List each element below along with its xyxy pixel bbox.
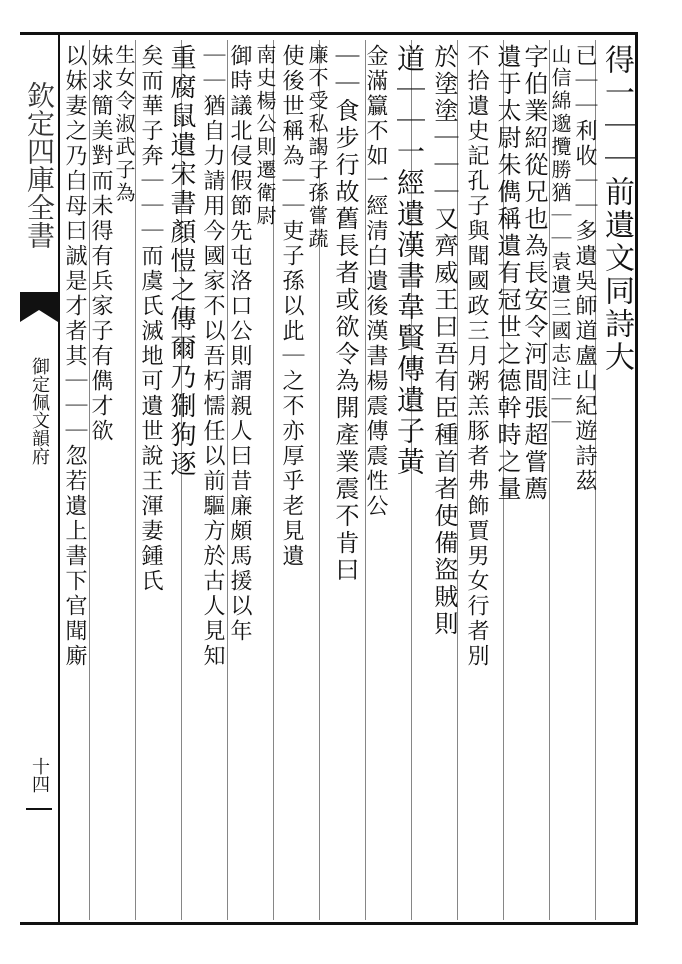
text-column-18: 生女令淑武子為 <box>112 44 136 205</box>
text-column-14: 御時議北侵假節先屯洛口公則謂親人曰昔廉頗馬援以年 <box>227 44 252 644</box>
text-column-15: ｜｜猶自力請用今國家不以吾朽懦任以前驅方於古人見知 <box>200 44 225 669</box>
text-column-4: 字伯業紹從兄也為長安令河間張超嘗薦 <box>520 44 548 503</box>
text-column-16: 重腐鼠遺宋書顏愷之傳爾乃猘狗逐 <box>166 44 196 479</box>
text-column-11: 廉不受私謁子孫嘗蔬 <box>305 44 329 251</box>
text-column-5: 遺于太尉朱儁稱遺有冠世之德幹時之量 <box>493 44 521 503</box>
margin-collection-title: 欽定四庫全書 <box>23 80 56 249</box>
frame-bottom-border <box>20 922 638 925</box>
fold-line <box>58 32 60 925</box>
text-column-10: ｜｜食步行故舊長者或欲令為開產業震不肯曰 <box>331 44 359 584</box>
text-column-8: 道｜｜一經遺漢書韋賢傳遺子黃 <box>393 44 426 478</box>
text-column-12: 使後世稱為｜｜吏子孫以此｜之不亦厚乎老見遺 <box>279 44 304 569</box>
text-column-6: 不拾遺史記孔子與聞國政三月粥羔豚者弗飾賈男女行者別 <box>464 44 489 669</box>
text-column-2: 已｜｜利收｜｜多遺吳師道盧山紀遊詩茲 <box>572 44 597 494</box>
fish-tail-mark <box>20 292 58 322</box>
margin-book-title: 御定佩文韻府 <box>29 357 50 465</box>
text-column-19: 妹求簡美對而未得有兵家子有儁才欲 <box>88 44 113 444</box>
text-column-13: 南史楊公則遷衛尉 <box>253 44 277 228</box>
margin-rule <box>26 808 52 810</box>
text-column-1: 得一｜｜前遺文同詩大 <box>599 44 634 374</box>
margin-page-number: 十四 <box>29 757 50 793</box>
text-column-20: 以妹妻之乃白母曰誠是才者其｜｜｜忽若遺上書下官聞廝 <box>62 44 87 669</box>
text-column-3: 山信綿邈攬勝猶｜｜袁遺三國志注｜｜ <box>548 44 572 435</box>
frame-right-border <box>635 32 638 925</box>
text-column-9: 金滿籯不如一經清白遺後漢書楊震傳震性公 <box>363 44 388 519</box>
text-column-17: 矣而華子奔｜｜｜而虞氏滅地可遺世說王渾妻鍾氏 <box>138 44 163 594</box>
text-column-7: 於塗塗｜｜｜又齊威王曰吾有臣種首者使備盜賊則 <box>430 44 458 638</box>
frame-top-border <box>20 32 638 35</box>
